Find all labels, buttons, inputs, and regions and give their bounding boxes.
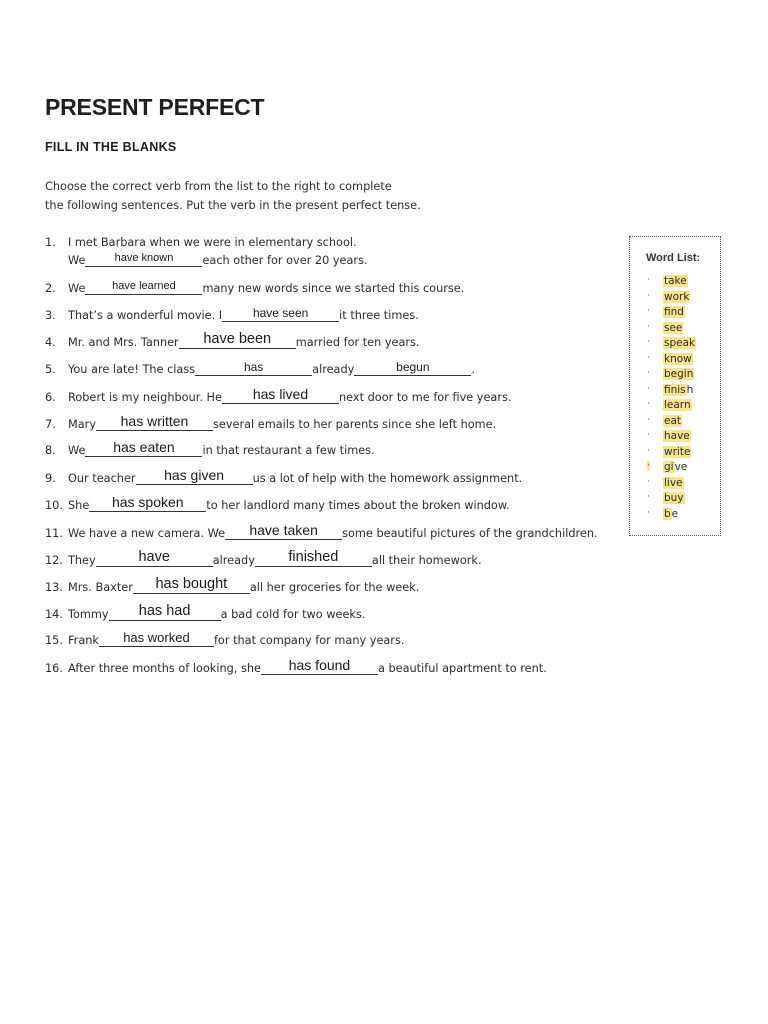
- sentence: [68, 494, 510, 512]
- item-number: 6.: [45, 391, 56, 404]
- item-number: 1.: [45, 236, 56, 249]
- sentence: [68, 307, 419, 322]
- word-highlighted: live: [664, 476, 683, 489]
- word-text: [663, 508, 678, 520]
- sentence: [68, 386, 512, 404]
- item-number: 7.: [45, 418, 56, 431]
- item-number: 16.: [45, 662, 63, 675]
- filled-answer: have learned: [112, 280, 176, 292]
- sentence-text: We: [68, 282, 86, 295]
- word-highlighted: write: [664, 445, 691, 458]
- sentence-text: Frank: [68, 634, 99, 647]
- word-highlighted: gi: [664, 461, 674, 473]
- filled-answer: has spoken: [111, 494, 184, 510]
- answer-blank[interactable]: [255, 548, 372, 567]
- word-list-item: [630, 477, 720, 493]
- word-highlighted: see: [664, 321, 683, 334]
- item-number: 15.: [45, 634, 63, 647]
- word-highlighted: eat: [664, 414, 682, 427]
- word-text: [663, 446, 691, 458]
- item-number: 8.: [45, 444, 56, 457]
- sentence: [68, 361, 475, 376]
- bullet-icon: ·: [647, 445, 650, 456]
- sentence-text: for that company for many years.: [213, 634, 405, 647]
- sentence: [68, 236, 357, 249]
- word-list-item: [630, 508, 720, 524]
- word-text: [663, 275, 688, 287]
- sentence-text: already: [312, 363, 355, 376]
- word-list-item: [630, 446, 720, 462]
- sentence-text: Tommy: [68, 608, 109, 621]
- word-rest: h: [686, 383, 694, 396]
- answer-blank[interactable]: [261, 657, 378, 675]
- word-list-item: [630, 353, 720, 369]
- sentence: [68, 413, 497, 431]
- word-text: [663, 461, 687, 473]
- filled-answer: have seen: [252, 306, 309, 320]
- filled-answer: has written: [120, 413, 189, 429]
- word-text: [663, 415, 682, 427]
- sentence-text: Mrs. Baxter: [68, 581, 133, 594]
- sentence-text: After three months of looking, she: [68, 662, 261, 675]
- sentence-text: Robert is my neighbour. He: [68, 391, 222, 404]
- word-list-item: [630, 461, 720, 477]
- instructions-line-2: the following sentences. Put the verb in the present perfect tense.: [45, 199, 421, 212]
- word-list-item: [630, 399, 720, 415]
- bullet-icon: ·: [647, 383, 650, 394]
- answer-blank[interactable]: [179, 330, 296, 349]
- bullet-icon: ·: [647, 507, 650, 518]
- bullet-icon: ·: [647, 414, 650, 425]
- filled-answer: has worked: [123, 630, 190, 645]
- sentence-text: already: [212, 554, 255, 567]
- item-number: 14.: [45, 608, 63, 621]
- bullet-icon: ·: [647, 399, 650, 409]
- word-text: [663, 306, 685, 318]
- bullet-icon: ·: [647, 290, 650, 301]
- word-list-item: [630, 306, 720, 322]
- sentence-text: a beautiful apartment to rent.: [377, 662, 547, 675]
- filled-answer: has eaten: [113, 439, 175, 455]
- sentence-text: Mr. and Mrs. Tanner: [68, 336, 179, 349]
- answer-blank[interactable]: [195, 361, 312, 376]
- word-text: [663, 337, 696, 349]
- bullet-icon: ·: [647, 476, 650, 487]
- word-list-item: [630, 291, 720, 307]
- item-number: 3.: [45, 309, 56, 322]
- item-number: 12.: [45, 554, 63, 567]
- answer-blank[interactable]: [85, 439, 202, 457]
- word-list-item: [630, 415, 720, 431]
- bullet-icon: ·: [647, 352, 650, 363]
- word-text: [663, 384, 693, 396]
- sentence-text: married for ten years.: [295, 336, 420, 349]
- filled-answer: begun: [396, 360, 430, 374]
- word-highlighted: buy: [664, 492, 684, 504]
- word-text: [663, 368, 694, 380]
- filled-answer: finished: [288, 548, 339, 565]
- word-rest: e: [671, 507, 679, 520]
- sentence-text: all their homework.: [371, 554, 482, 567]
- answer-blank[interactable]: [89, 494, 206, 512]
- answer-blank[interactable]: [133, 575, 250, 594]
- sentence-text: We: [68, 444, 86, 457]
- filled-answer: has lived: [252, 386, 309, 402]
- answer-blank[interactable]: [222, 386, 339, 404]
- item-number: 4.: [45, 336, 56, 349]
- bullet-icon: ·: [647, 321, 650, 332]
- item-number: 5.: [45, 363, 56, 376]
- word-text: [663, 322, 683, 334]
- sentence: [68, 252, 368, 267]
- answer-blank[interactable]: [136, 467, 253, 485]
- sentence: [68, 439, 375, 457]
- word-list-item: [630, 275, 720, 291]
- filled-answer: have: [138, 548, 170, 565]
- bullet-icon: ·: [647, 492, 650, 502]
- word-text: [663, 477, 684, 489]
- word-highlighted: speak: [664, 337, 696, 349]
- bullet-icon: ·: [647, 275, 650, 285]
- filled-answer: have been: [203, 330, 272, 347]
- word-highlighted: finis: [664, 383, 686, 396]
- answer-blank[interactable]: [109, 602, 221, 621]
- word-text: [663, 430, 691, 442]
- word-list-box: [629, 236, 721, 536]
- word-list-item: [630, 368, 720, 384]
- sentence-text: We: [68, 254, 86, 267]
- filled-answer: have taken: [249, 522, 318, 538]
- word-list-item: [630, 384, 720, 400]
- sentence-text: some beautiful pictures of the grandchildren.: [342, 527, 598, 540]
- filled-answer: have known: [114, 252, 174, 264]
- sentence: [68, 522, 598, 540]
- answer-blank[interactable]: [85, 252, 202, 267]
- word-list-item: [630, 337, 720, 353]
- word-highlighted: begin: [664, 368, 694, 380]
- sentence-text: a bad cold for two weeks.: [220, 608, 366, 621]
- bullet-icon: ·: [647, 368, 650, 378]
- word-text: [663, 353, 693, 365]
- sentence: [68, 548, 482, 567]
- sentence: [68, 330, 420, 349]
- word-list-item: [630, 430, 720, 446]
- sentence: [68, 632, 404, 647]
- filled-answer: has: [243, 360, 264, 374]
- answer-blank[interactable]: [99, 632, 214, 647]
- sentence-text: Mary: [68, 418, 96, 431]
- sentence-text: all her groceries for the week.: [249, 581, 420, 594]
- word-highlighted: know: [664, 352, 692, 365]
- sentence-text: That’s a wonderful movie. I: [68, 309, 223, 322]
- filled-answer: has bought: [155, 575, 228, 592]
- sentence-text: it three times.: [339, 309, 419, 322]
- sentence: [68, 280, 464, 295]
- item-number: 9.: [45, 472, 56, 485]
- sentence-text: We have a new camera. We: [68, 527, 226, 540]
- sentence-text: each other for over 20 years.: [202, 254, 368, 267]
- bullet-icon: ·: [647, 337, 650, 347]
- answer-blank[interactable]: [354, 361, 471, 376]
- word-text: [663, 492, 685, 504]
- page-title: PRESENT PERFECT: [45, 94, 265, 120]
- bullet-icon: ·: [647, 306, 650, 316]
- sentence: [68, 467, 523, 485]
- bullet-icon: ·: [647, 461, 650, 471]
- filled-answer: has given: [164, 467, 225, 483]
- sentence-text: to her landlord many times about the broken window.: [206, 499, 510, 512]
- sentence-text: .: [471, 363, 475, 376]
- filled-answer: has found: [288, 657, 351, 673]
- sentence-text: Our teacher: [68, 472, 136, 485]
- answer-blank[interactable]: [222, 307, 339, 322]
- word-highlighted: take: [664, 275, 687, 287]
- word-highlighted: find: [664, 306, 684, 318]
- instructions-line-1: Choose the correct verb from the list to the right to complete: [45, 180, 392, 193]
- sentence-text: in that restaurant a few times.: [202, 444, 375, 457]
- sentence-text: many new words since we started this course.: [202, 282, 465, 295]
- answer-blank[interactable]: [96, 548, 213, 567]
- item-number: 10.: [45, 499, 63, 512]
- sentence-text: They: [68, 554, 96, 567]
- word-list-title: Word List:: [646, 252, 701, 264]
- sentence: [68, 575, 420, 594]
- word-text: [663, 291, 690, 303]
- word-list-item: [630, 492, 720, 508]
- section-subtitle: FILL IN THE BLANKS: [45, 140, 177, 154]
- sentence-text: us a lot of help with the homework assignment.: [252, 472, 523, 485]
- word-list: [630, 275, 720, 523]
- answer-blank[interactable]: [85, 280, 202, 295]
- sentence-text: You are late! The class: [68, 363, 196, 376]
- word-rest: ve: [674, 461, 688, 473]
- item-number: 2.: [45, 282, 56, 295]
- item-number: 13.: [45, 581, 63, 594]
- sentence: [68, 657, 547, 675]
- sentence-text: next door to me for five years.: [339, 391, 512, 404]
- word-text: [663, 399, 692, 411]
- sentence-text: several emails to her parents since she left home.: [213, 418, 497, 431]
- word-highlighted: b: [664, 507, 671, 520]
- word-list-item: [630, 322, 720, 338]
- bullet-icon: ·: [647, 430, 650, 440]
- sentence-text: She: [68, 499, 90, 512]
- item-number: 11.: [45, 527, 63, 540]
- answer-blank[interactable]: [96, 413, 213, 431]
- answer-blank[interactable]: [225, 522, 342, 540]
- sentence-text: I met Barbara when we were in elementary school.: [68, 236, 357, 249]
- filled-answer: has had: [138, 602, 191, 619]
- sentence: [68, 602, 366, 621]
- word-highlighted: learn: [664, 399, 691, 411]
- word-highlighted: work: [664, 290, 690, 303]
- word-highlighted: have: [664, 430, 690, 442]
